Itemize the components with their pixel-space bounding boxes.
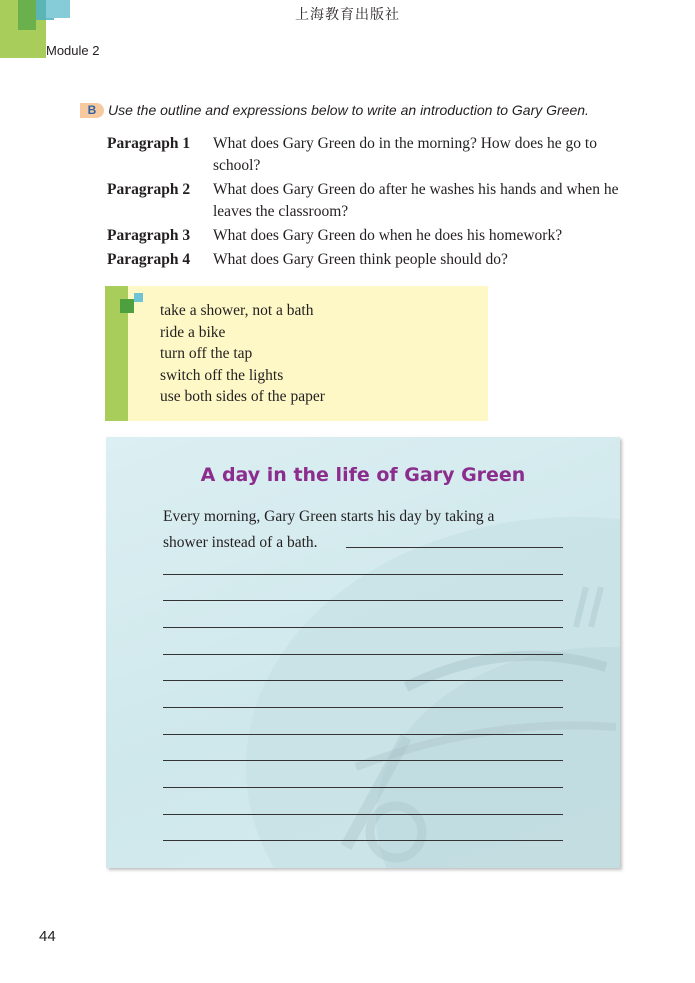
list-item: take a shower, not a bath — [160, 302, 314, 319]
writing-line[interactable] — [163, 654, 563, 655]
outline-text: What does Gary Green do after he washes his hands and when he leaves the classroom? — [213, 181, 619, 220]
paragraph-outline — [107, 133, 627, 273]
writing-line[interactable] — [163, 627, 563, 628]
expressions-list — [160, 300, 325, 408]
outline-text: What does Gary Green think people should do? — [213, 251, 508, 268]
square-icon — [120, 299, 134, 313]
outline-label: Paragraph 1 — [107, 135, 191, 152]
writing-line[interactable] — [163, 600, 563, 601]
outline-row — [107, 179, 627, 223]
outline-row — [107, 133, 627, 177]
writing-line[interactable] — [163, 680, 563, 681]
writing-line[interactable] — [163, 734, 563, 735]
writing-line[interactable] — [163, 707, 563, 708]
expressions-box — [105, 286, 488, 421]
page-number: 44 — [39, 928, 56, 945]
writing-line[interactable] — [163, 787, 563, 788]
writing-title: A day in the life of Gary Green — [200, 464, 526, 486]
writing-line[interactable] — [163, 814, 563, 815]
section-badge: B — [80, 103, 104, 118]
outline-row — [107, 249, 627, 271]
starter-text — [163, 504, 573, 556]
outline-label: Paragraph 4 — [107, 251, 191, 268]
list-item: switch off the lights — [160, 366, 284, 384]
outline-label: Paragraph 3 — [107, 227, 191, 244]
clock-background-image — [106, 437, 620, 868]
list-item: ride a bike — [160, 323, 226, 341]
square-icon — [134, 293, 143, 302]
outline-text: What does Gary Green do in the morning? How does he go to school? — [213, 135, 597, 174]
starter-line: Every morning, Gary Green starts his day by taking a — [163, 508, 495, 525]
list-item: use both sides of the paper — [160, 388, 325, 405]
outline-row — [107, 225, 627, 247]
starter-line: shower instead of a bath. — [163, 534, 318, 551]
writing-line[interactable] — [163, 840, 563, 841]
outline-text: What does Gary Green do when he does his homework? — [213, 227, 563, 244]
writing-panel — [106, 437, 620, 868]
instruction-text: Use the outline and expressions below to write an introduction to Gary Green. — [108, 102, 589, 118]
writing-line[interactable] — [163, 760, 563, 761]
module-label: Module 2 — [46, 43, 100, 58]
list-item: turn off the tap — [160, 345, 253, 362]
writing-line[interactable] — [346, 547, 563, 548]
writing-line[interactable] — [163, 574, 563, 575]
section-instruction — [80, 102, 589, 118]
outline-label: Paragraph 2 — [107, 181, 191, 198]
publisher-name: 上海教育出版社 — [295, 7, 400, 23]
